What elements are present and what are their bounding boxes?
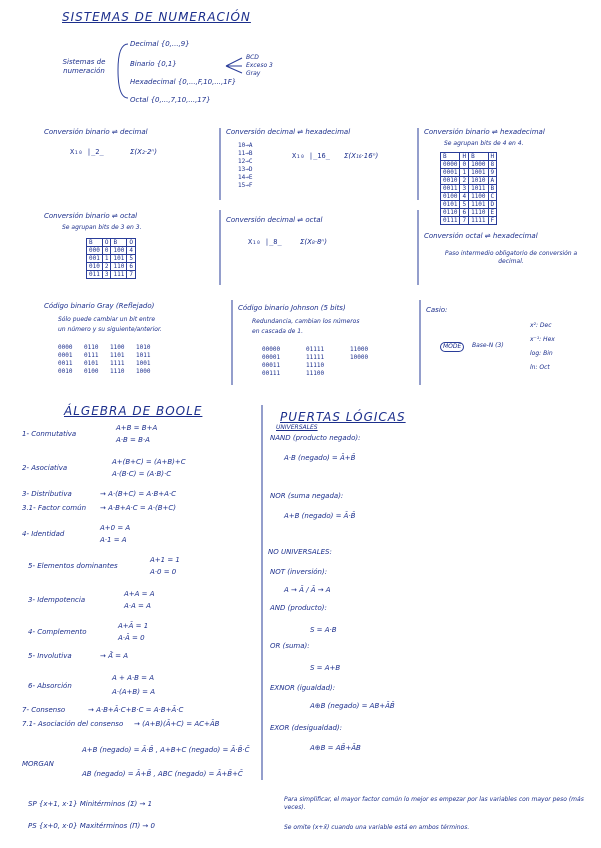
code: 01111	[306, 346, 325, 353]
th: B	[441, 153, 460, 161]
prop-formula: A+(B+C) = (A+B)+C	[112, 458, 186, 466]
simplify-note: Para simplificar, el mayor factor común lo mejor es empezar por las variables con mayor peso (más veces).	[284, 796, 584, 811]
code: 00011	[262, 362, 281, 369]
code: 00111	[262, 370, 281, 377]
nor-label: NOR (suma negada):	[270, 492, 344, 500]
system-binary: Binario {0,1}	[130, 60, 177, 68]
prop-formula: A+B (negado) = Ā·B̄ , A+B+C (negado) = Ā·B̄·C̄	[82, 746, 250, 754]
cell: 8	[488, 161, 497, 169]
cell: 6	[127, 263, 136, 271]
prop-label: 7.1- Asociación del consenso	[22, 720, 124, 728]
prop-label: MORGAN	[22, 760, 54, 768]
prop-formula: A·(A+B) = A	[112, 688, 156, 696]
omit-note: Se omite (x+x̄) cuando una variable está en ambos términos.	[284, 824, 470, 831]
or-formula: S = A+B	[310, 664, 341, 672]
cell: 1100	[469, 193, 488, 201]
cell: 100	[111, 247, 127, 255]
code: 0101	[84, 360, 99, 367]
code: 1010	[136, 344, 151, 351]
cell: 000	[87, 247, 103, 255]
cell: 111	[111, 271, 127, 279]
nor-formula: A+B (negado) = Ā·B̄	[284, 512, 356, 520]
system-octal: Octal {0,...,7,10,...,17}	[130, 96, 211, 104]
cell: 1	[460, 169, 469, 177]
and-formula: S = A·B	[310, 626, 337, 634]
conv-bin-dec-title: Conversión binario ⇌ decimal	[44, 128, 148, 136]
cell: 3	[460, 185, 469, 193]
code: 0010	[58, 368, 73, 375]
code: 10000	[350, 354, 369, 361]
th: H	[488, 153, 497, 161]
casio-base: Base-N (3)	[472, 342, 504, 349]
step: 13→D	[238, 166, 253, 173]
code: 11100	[306, 370, 325, 377]
code: 11110	[306, 362, 325, 369]
cell: 1101	[469, 201, 488, 209]
th: O	[102, 239, 111, 247]
prop-label: 5- Elementos dominantes	[28, 562, 118, 570]
gray-col-3	[110, 344, 124, 376]
nand-formula: A·B (negado) = Ā+B̄	[284, 454, 356, 462]
code: 1000	[136, 368, 151, 375]
cell: 1000	[469, 161, 488, 169]
cell: 1	[102, 255, 111, 263]
prop-label: 2- Asociativa	[22, 464, 68, 472]
conv-bin-oct-note: Se agrupan bits de 3 en 3.	[62, 224, 142, 231]
th: B	[469, 153, 488, 161]
prop-label: 6- Absorción	[28, 682, 72, 690]
conv-dec-oct-title: Conversión decimal ⇌ octal	[226, 216, 323, 224]
xnor-formula: A⊕B (negado) = AB+ĀB̄	[310, 702, 395, 710]
th: H	[460, 153, 469, 161]
prop-label: 4- Identidad	[22, 530, 65, 538]
prop-label: 4- Complemento	[28, 628, 87, 636]
johnson-note1: Redundancia, cambian los números	[252, 318, 360, 325]
cell: 2	[460, 177, 469, 185]
non-universal-label: NO UNIVERSALES:	[268, 548, 332, 556]
and-label: AND (producto):	[270, 604, 327, 612]
prop-formula: A+A = A	[124, 590, 155, 598]
prop-formula: → A·B+Ā·C+B·C = A·B+Ā·C	[88, 706, 184, 714]
cell: 0100	[441, 193, 460, 201]
code: 0000	[58, 344, 73, 351]
nand-label: NAND (producto negado):	[270, 434, 361, 442]
code: 00000	[262, 346, 281, 353]
cell: 7	[460, 217, 469, 225]
conv-dec-hex-steps	[238, 142, 252, 190]
conv-bin-dec-expr: Σ(X₂·2ⁿ)	[130, 148, 157, 156]
prop-formula: → Ā̄ = A	[100, 652, 128, 660]
conv-bin-hex-note: Se agrupan bits de 4 en 4.	[444, 140, 524, 147]
code-excess3: Exceso 3	[246, 62, 273, 69]
cell: 0111	[441, 217, 460, 225]
casio-mode-key: MODE	[440, 342, 464, 352]
gray-col-2	[84, 344, 98, 376]
prop-formula: A·B = B·A	[116, 436, 150, 444]
conv-oct-hex-note: Paso intermedio obligatorio de conversión a decimal.	[444, 250, 578, 265]
johnson-col-3	[350, 346, 368, 362]
not-formula: A → Ā / Ā → A	[284, 586, 331, 594]
boole-title: ÁLGEBRA DE BOOLE	[64, 404, 203, 418]
prop-label: 3- Distributiva	[22, 490, 72, 498]
prop-formula: → (A+B)(Ā+C) = AC+ĀB	[134, 720, 220, 728]
prop-formula: → A·(B+C) = A·B+A·C	[100, 490, 177, 498]
or-label: OR (suma):	[270, 642, 310, 650]
cell: 0001	[441, 169, 460, 177]
step: 12→C	[238, 158, 253, 165]
conv-bin-hex-title: Conversión binario ⇌ hexadecimal	[424, 128, 545, 136]
code: 0001	[58, 352, 73, 359]
johnson-note2: en cascada de 1.	[252, 328, 304, 335]
conv-dec-hex-expr: Σ(X₁₆·16ⁿ)	[344, 152, 379, 160]
prop-formula: A+1 = 1	[150, 556, 180, 564]
prop-formula: A+0 = A	[100, 524, 131, 532]
conv-dec-hex-title: Conversión decimal ⇌ hexadecimal	[226, 128, 351, 136]
th: O	[127, 239, 136, 247]
cell: 0101	[441, 201, 460, 209]
prop-formula: AB (negado) = Ā+B̄ , ABC (negado) = Ā+B̄+C̄	[82, 770, 243, 778]
prop-label: 3.1- Factor común	[22, 504, 87, 512]
th: B	[111, 239, 127, 247]
prop-formula: A+Ā = 1	[118, 622, 149, 630]
gray-col-4	[136, 344, 150, 376]
page-title: SISTEMAS DE NUMERACIÓN	[62, 10, 251, 24]
conv-bin-oct-title: Conversión binario ⇌ octal	[44, 212, 138, 220]
sp-rule: SP {x+1, x·1} Minitérminos (Σ) → 1	[28, 800, 153, 808]
step: 14→E	[238, 174, 253, 181]
cell: A	[488, 177, 497, 185]
prop-formula: A·Ā = 0	[118, 634, 145, 642]
cell: F	[488, 217, 497, 225]
prop-label: 1- Conmutativa	[22, 430, 77, 438]
th: B	[87, 239, 103, 247]
cell: D	[488, 201, 497, 209]
prop-label: 7- Consenso	[22, 706, 66, 714]
code: 0111	[84, 352, 99, 359]
cell: 110	[111, 263, 127, 271]
system-decimal: Decimal {0,...,9}	[130, 40, 190, 48]
code: 1110	[110, 368, 125, 375]
xor-label: EXOR (desigualdad):	[270, 724, 343, 732]
prop-formula: A + A·B = A	[112, 674, 155, 682]
cell: 5	[127, 255, 136, 263]
cell: 010	[87, 263, 103, 271]
cell: 0110	[441, 209, 460, 217]
xor-formula: A⊕B = AB̄+ĀB	[310, 744, 361, 752]
prop-formula: A·(B·C) = (A·B)·C	[112, 470, 172, 478]
code: 0100	[84, 368, 99, 375]
code: 00001	[262, 354, 281, 361]
cell: 9	[488, 169, 497, 177]
cell: 1010	[469, 177, 488, 185]
cell: 0011	[441, 185, 460, 193]
casio-key-bin: log: Bin	[530, 350, 553, 357]
conv-oct-hex-title: Conversión octal ⇌ hexadecimal	[424, 232, 538, 240]
code: 1001	[136, 360, 151, 367]
cell: 0010	[441, 177, 460, 185]
systems-brace	[118, 44, 128, 98]
prop-label: 5- Involutiva	[28, 652, 72, 660]
code: 1011	[136, 352, 151, 359]
johnson-col-2	[306, 346, 324, 378]
cell: B	[488, 185, 497, 193]
gray-note2: un número y su siguiente/anterior.	[58, 326, 162, 333]
xnor-label: EXNOR (igualdad):	[270, 684, 336, 692]
casio-key-dec: x²: Dec	[530, 322, 552, 329]
not-label: NOT (inversión):	[270, 568, 328, 576]
cell: 5	[460, 201, 469, 209]
prop-formula: A·A = A	[124, 602, 151, 610]
code-gray: Gray	[246, 70, 261, 77]
johnson-col-1	[262, 346, 280, 378]
prop-formula: A+B = B+A	[116, 424, 158, 432]
cell: 0	[102, 247, 111, 255]
conv-dec-oct-div: X₁₀ |_8_	[248, 238, 282, 246]
conv-dec-hex-div: X₁₀ |_16_	[292, 152, 330, 160]
gray-note1: Sólo puede cambiar un bit entre	[58, 316, 156, 323]
step: 10→A	[238, 142, 253, 149]
cell: 001	[87, 255, 103, 263]
cell: 6	[460, 209, 469, 217]
systems-label: Sistemas de numeración	[62, 58, 106, 75]
code: 1111	[110, 360, 125, 367]
prop-formula: A·1 = A	[100, 536, 127, 544]
gray-title: Código binario Gray (Reflejado)	[44, 302, 155, 310]
code: 1101	[110, 352, 125, 359]
cell: C	[488, 193, 497, 201]
gray-col-1	[58, 344, 72, 376]
cell: 1011	[469, 185, 488, 193]
casio-key-hex: x⁻¹: Hex	[530, 336, 555, 343]
gates-universal: UNIVERSALES	[276, 424, 318, 431]
bin-hex-table	[440, 152, 497, 225]
code: 0110	[84, 344, 99, 351]
gates-title: PUERTAS LÓGICAS	[280, 410, 406, 424]
bin-oct-table	[86, 238, 136, 279]
code: 0011	[58, 360, 73, 367]
conv-bin-dec-div: X₁₀ |_2_	[70, 148, 104, 156]
casio-key-oct: ln: Oct	[530, 364, 550, 371]
prop-formula: → A·B+A·C = A·(B+C)	[100, 504, 177, 512]
code: 11111	[306, 354, 325, 361]
cell: E	[488, 209, 497, 217]
cell: 011	[87, 271, 103, 279]
cell: 1110	[469, 209, 488, 217]
cell: 3	[102, 271, 111, 279]
step: 11→B	[238, 150, 253, 157]
ps-rule: PS {x+0, x·0} Maxitérminos (Π) → 0	[28, 822, 155, 830]
cell: 101	[111, 255, 127, 263]
step: 15→F	[238, 182, 253, 189]
cell: 0000	[441, 161, 460, 169]
prop-formula: A·0 = 0	[150, 568, 177, 576]
cell: 1001	[469, 169, 488, 177]
cell: 4	[460, 193, 469, 201]
code: 11000	[350, 346, 369, 353]
cell: 4	[127, 247, 136, 255]
prop-label: 3- Idempotencia	[28, 596, 86, 604]
cell: 0	[460, 161, 469, 169]
cell: 2	[102, 263, 111, 271]
cell: 7	[127, 271, 136, 279]
cell: 1111	[469, 217, 488, 225]
code-bcd: BCD	[246, 54, 259, 61]
casio-title: Casio:	[426, 306, 448, 314]
system-hex: Hexadecimal {0,...,F,10,...,1F}	[130, 78, 237, 86]
code: 1100	[110, 344, 125, 351]
johnson-title: Código binario Johnson (5 bits)	[238, 304, 346, 312]
conv-dec-oct-expr: Σ(X₈·8ⁿ)	[300, 238, 327, 246]
